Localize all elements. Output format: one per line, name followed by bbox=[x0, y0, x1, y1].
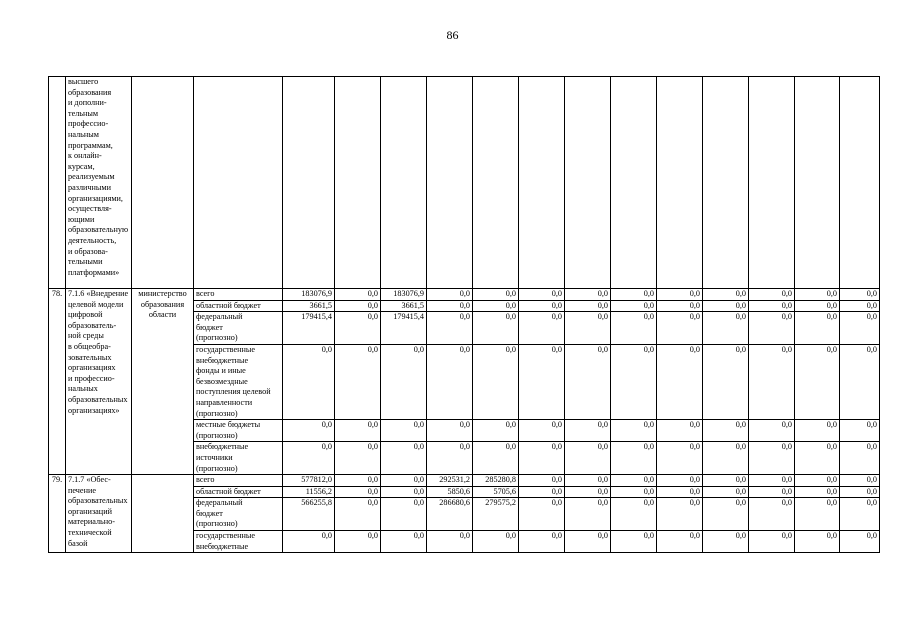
value-cell: 0,0 bbox=[611, 442, 657, 475]
funding-source-text-line: (прогнозно) bbox=[196, 408, 238, 418]
value-cell: 0,0 bbox=[335, 312, 381, 345]
measure-text-line: и образова- bbox=[68, 246, 108, 256]
empty-cell bbox=[132, 77, 194, 289]
value-cell: 0,0 bbox=[611, 498, 657, 531]
executor-text-line: министерство bbox=[138, 289, 187, 298]
value-cell: 0,0 bbox=[703, 475, 749, 487]
value-cell: 0,0 bbox=[703, 531, 749, 553]
measure-cell bbox=[66, 77, 132, 289]
value-cell: 0,0 bbox=[703, 442, 749, 475]
value-cell: 0,0 bbox=[335, 420, 381, 442]
value-cell: 0,0 bbox=[703, 420, 749, 442]
value-cell: 0,0 bbox=[657, 312, 703, 345]
measure-text-line: и профессио- bbox=[68, 373, 115, 383]
value-cell: 0,0 bbox=[749, 312, 795, 345]
value-cell: 0,0 bbox=[611, 420, 657, 442]
measure-text-line: профессио- bbox=[68, 119, 109, 129]
empty-cell bbox=[335, 77, 381, 289]
measure-text-line: организациях» bbox=[68, 405, 120, 415]
funding-source-cell bbox=[194, 344, 283, 419]
measure-text-line: технической bbox=[68, 528, 112, 538]
value-cell: 566255,8 bbox=[283, 498, 335, 531]
measure-cell bbox=[66, 289, 132, 475]
value-cell: 0,0 bbox=[703, 344, 749, 419]
funding-source-text-line: внебюджетные bbox=[196, 541, 249, 551]
value-cell: 0,0 bbox=[749, 300, 795, 312]
value-cell: 292531,2 bbox=[427, 475, 473, 487]
value-cell: 0,0 bbox=[611, 475, 657, 487]
value-cell: 0,0 bbox=[749, 289, 795, 301]
value-cell: 286680,6 bbox=[427, 498, 473, 531]
value-cell: 0,0 bbox=[335, 289, 381, 301]
measure-text-line: нальным bbox=[68, 129, 99, 139]
funding-source-cell bbox=[194, 420, 283, 442]
empty-cell bbox=[473, 77, 519, 289]
value-cell: 0,0 bbox=[427, 442, 473, 475]
measure-text-line: образовательную bbox=[68, 225, 129, 235]
value-cell: 0,0 bbox=[657, 344, 703, 419]
value-cell: 0,0 bbox=[657, 486, 703, 498]
value-cell: 0,0 bbox=[565, 344, 611, 419]
measure-text-line: 7.1.7 «Обес- bbox=[68, 475, 111, 485]
row-number-cell: 79. bbox=[49, 475, 66, 553]
value-cell: 0,0 bbox=[611, 289, 657, 301]
funding-source-cell bbox=[194, 475, 283, 487]
funding-source-text-line: (прогнозно) bbox=[196, 463, 238, 473]
value-cell: 0,0 bbox=[749, 420, 795, 442]
value-cell: 0,0 bbox=[657, 300, 703, 312]
measure-text-line: различными bbox=[68, 182, 111, 192]
value-cell: 0,0 bbox=[840, 420, 880, 442]
measure-text-line: платформами» bbox=[68, 267, 120, 277]
value-cell: 0,0 bbox=[749, 531, 795, 553]
value-cell: 0,0 bbox=[565, 312, 611, 345]
measure-text-line: и дополни- bbox=[68, 98, 107, 108]
value-cell: 0,0 bbox=[335, 344, 381, 419]
value-cell: 0,0 bbox=[473, 531, 519, 553]
value-cell: 0,0 bbox=[335, 475, 381, 487]
value-cell: 0,0 bbox=[795, 531, 840, 553]
value-cell: 0,0 bbox=[795, 420, 840, 442]
funding-source-text-line: областной бюджет bbox=[196, 486, 261, 496]
value-cell: 0,0 bbox=[840, 289, 880, 301]
value-cell: 5705,6 bbox=[473, 486, 519, 498]
value-cell: 0,0 bbox=[519, 475, 565, 487]
funding-source-text-line: фонды и иные bbox=[196, 366, 246, 376]
funding-source-text-line: федеральный bbox=[196, 312, 243, 322]
measure-text-line: целевой модели bbox=[68, 299, 124, 309]
funding-source-text-line: поступления целевой bbox=[196, 387, 271, 397]
value-cell: 0,0 bbox=[335, 531, 381, 553]
measure-text-line: ной среды bbox=[68, 331, 104, 341]
value-cell: 0,0 bbox=[381, 475, 427, 487]
value-cell: 0,0 bbox=[335, 300, 381, 312]
funding-source-text-line: федеральный bbox=[196, 498, 243, 508]
funding-source-text-line: (прогнозно) bbox=[196, 519, 238, 529]
funding-source-cell bbox=[194, 289, 283, 301]
value-cell: 0,0 bbox=[283, 420, 335, 442]
row-number-cell bbox=[49, 77, 66, 289]
value-cell: 577812,0 bbox=[283, 475, 335, 487]
value-cell: 0,0 bbox=[565, 531, 611, 553]
value-cell: 0,0 bbox=[283, 344, 335, 419]
value-cell: 0,0 bbox=[381, 442, 427, 475]
value-cell: 0,0 bbox=[795, 486, 840, 498]
value-cell: 0,0 bbox=[795, 442, 840, 475]
value-cell: 0,0 bbox=[473, 300, 519, 312]
budget-table bbox=[48, 76, 880, 553]
funding-source-cell bbox=[194, 442, 283, 475]
value-cell: 0,0 bbox=[611, 486, 657, 498]
value-cell: 0,0 bbox=[283, 531, 335, 553]
value-cell: 179415,4 bbox=[283, 312, 335, 345]
measure-text-line: реализуемым bbox=[68, 172, 115, 182]
value-cell: 0,0 bbox=[427, 531, 473, 553]
value-cell: 0,0 bbox=[335, 486, 381, 498]
value-cell: 0,0 bbox=[519, 498, 565, 531]
value-cell: 0,0 bbox=[795, 312, 840, 345]
value-cell: 0,0 bbox=[519, 420, 565, 442]
funding-source-text-line: безвозмездные bbox=[196, 376, 248, 386]
measure-text-line: цифровой bbox=[68, 310, 103, 320]
value-cell: 0,0 bbox=[749, 498, 795, 531]
funding-source-text-line: внебюджетные bbox=[196, 442, 249, 452]
measure-text-line: курсам, bbox=[68, 161, 95, 171]
funding-source-text-line: всего bbox=[196, 475, 215, 485]
funding-source-text-line: внебюджетные bbox=[196, 355, 249, 365]
value-cell: 0,0 bbox=[427, 312, 473, 345]
value-cell: 0,0 bbox=[519, 531, 565, 553]
value-cell: 0,0 bbox=[427, 300, 473, 312]
empty-cell bbox=[519, 77, 565, 289]
value-cell: 0,0 bbox=[565, 498, 611, 531]
value-cell: 0,0 bbox=[840, 442, 880, 475]
funding-source-cell bbox=[194, 531, 283, 553]
funding-source-cell bbox=[194, 312, 283, 345]
empty-cell bbox=[703, 77, 749, 289]
funding-source-text-line: (прогнозно) bbox=[196, 333, 238, 343]
measure-cell bbox=[66, 475, 132, 553]
funding-source-text-line: государственные bbox=[196, 531, 256, 541]
value-cell: 0,0 bbox=[749, 475, 795, 487]
measure-text-line: в общеобра- bbox=[68, 341, 111, 351]
empty-cell bbox=[427, 77, 473, 289]
value-cell: 0,0 bbox=[840, 312, 880, 345]
value-cell: 0,0 bbox=[381, 531, 427, 553]
measure-text-line: деятельность, bbox=[68, 235, 117, 245]
value-cell: 0,0 bbox=[611, 300, 657, 312]
measure-text-line: тельными bbox=[68, 257, 103, 267]
value-cell: 0,0 bbox=[335, 498, 381, 531]
value-cell: 0,0 bbox=[795, 300, 840, 312]
measure-text-line: нальных bbox=[68, 384, 98, 394]
page-number: 86 bbox=[446, 28, 459, 42]
value-cell: 0,0 bbox=[703, 486, 749, 498]
value-cell: 0,0 bbox=[473, 289, 519, 301]
measure-text-line: организациях bbox=[68, 363, 116, 373]
value-cell: 0,0 bbox=[657, 442, 703, 475]
value-cell: 0,0 bbox=[840, 531, 880, 553]
measure-text-line: осуществля- bbox=[68, 204, 112, 214]
value-cell: 0,0 bbox=[565, 475, 611, 487]
value-cell: 0,0 bbox=[749, 344, 795, 419]
value-cell: 0,0 bbox=[703, 289, 749, 301]
empty-cell bbox=[194, 77, 283, 289]
value-cell: 0,0 bbox=[657, 475, 703, 487]
table-row bbox=[49, 475, 880, 487]
row-number-cell: 78. bbox=[49, 289, 66, 475]
value-cell: 0,0 bbox=[703, 498, 749, 531]
measure-text-line: базой bbox=[68, 538, 88, 548]
value-cell: 0,0 bbox=[795, 289, 840, 301]
value-cell: 0,0 bbox=[519, 289, 565, 301]
value-cell: 0,0 bbox=[795, 498, 840, 531]
measure-text-line: образовательных bbox=[68, 394, 128, 404]
value-cell: 0,0 bbox=[657, 531, 703, 553]
value-cell: 0,0 bbox=[840, 300, 880, 312]
measure-text-line: ющими bbox=[68, 214, 95, 224]
measure-text-line: высшего bbox=[68, 77, 99, 86]
value-cell: 0,0 bbox=[795, 344, 840, 419]
measure-text-line: образовательных bbox=[68, 496, 128, 506]
empty-cell bbox=[283, 77, 335, 289]
value-cell: 0,0 bbox=[519, 442, 565, 475]
value-cell: 0,0 bbox=[565, 420, 611, 442]
measure-text-line: к онлайн- bbox=[68, 151, 102, 161]
value-cell: 0,0 bbox=[611, 531, 657, 553]
funding-source-text-line: бюджет bbox=[196, 508, 223, 518]
funding-source-text-line: государственные bbox=[196, 344, 256, 354]
value-cell: 0,0 bbox=[840, 475, 880, 487]
value-cell: 0,0 bbox=[565, 442, 611, 475]
value-cell: 0,0 bbox=[381, 420, 427, 442]
measure-text-line: печение bbox=[68, 485, 96, 495]
value-cell: 0,0 bbox=[840, 344, 880, 419]
funding-source-text-line: источники bbox=[196, 452, 233, 462]
value-cell: 0,0 bbox=[611, 312, 657, 345]
value-cell: 0,0 bbox=[381, 498, 427, 531]
measure-text-line: тельным bbox=[68, 108, 99, 118]
funding-source-text-line: областной бюджет bbox=[196, 300, 261, 310]
funding-source-text-line: (прогнозно) bbox=[196, 430, 238, 440]
value-cell: 0,0 bbox=[381, 486, 427, 498]
value-cell: 0,0 bbox=[473, 344, 519, 419]
value-cell: 285280,8 bbox=[473, 475, 519, 487]
measure-text-line: зовательных bbox=[68, 352, 112, 362]
value-cell: 183076,9 bbox=[381, 289, 427, 301]
value-cell: 0,0 bbox=[795, 475, 840, 487]
executor-cell bbox=[132, 289, 194, 475]
measure-text-line: организаций bbox=[68, 506, 112, 516]
value-cell: 279575,2 bbox=[473, 498, 519, 531]
value-cell: 0,0 bbox=[519, 312, 565, 345]
empty-cell bbox=[749, 77, 795, 289]
funding-source-cell bbox=[194, 486, 283, 498]
continuation-row bbox=[49, 77, 880, 289]
measure-text-line: 7.1.6 «Внедрение bbox=[68, 289, 129, 298]
value-cell: 0,0 bbox=[427, 420, 473, 442]
empty-cell bbox=[611, 77, 657, 289]
executor-cell bbox=[132, 475, 194, 553]
value-cell: 0,0 bbox=[473, 312, 519, 345]
value-cell: 0,0 bbox=[657, 498, 703, 531]
value-cell: 0,0 bbox=[749, 442, 795, 475]
table-row bbox=[49, 289, 880, 301]
value-cell: 11556,2 bbox=[283, 486, 335, 498]
funding-source-cell bbox=[194, 498, 283, 531]
value-cell: 0,0 bbox=[840, 498, 880, 531]
empty-cell bbox=[795, 77, 840, 289]
measure-text-line: материально- bbox=[68, 517, 115, 527]
value-cell: 0,0 bbox=[427, 289, 473, 301]
empty-cell bbox=[565, 77, 611, 289]
empty-cell bbox=[657, 77, 703, 289]
measure-text-line: образования bbox=[68, 87, 112, 97]
empty-cell bbox=[381, 77, 427, 289]
value-cell: 0,0 bbox=[703, 312, 749, 345]
value-cell: 0,0 bbox=[657, 420, 703, 442]
value-cell: 0,0 bbox=[519, 486, 565, 498]
value-cell: 0,0 bbox=[381, 344, 427, 419]
table-body bbox=[49, 77, 880, 553]
measure-text-line: программам, bbox=[68, 140, 113, 150]
measure-text-line: организациями, bbox=[68, 193, 123, 203]
value-cell: 0,0 bbox=[335, 442, 381, 475]
value-cell: 179415,4 bbox=[381, 312, 427, 345]
value-cell: 0,0 bbox=[565, 486, 611, 498]
funding-source-cell bbox=[194, 300, 283, 312]
measure-text-line: образователь- bbox=[68, 320, 117, 330]
value-cell: 183076,9 bbox=[283, 289, 335, 301]
value-cell: 0,0 bbox=[519, 300, 565, 312]
funding-source-text-line: бюджет bbox=[196, 322, 223, 332]
funding-source-text-line: местные бюджеты bbox=[196, 420, 261, 430]
executor-text-line: области bbox=[148, 310, 177, 320]
value-cell: 0,0 bbox=[840, 486, 880, 498]
value-cell: 0,0 bbox=[283, 442, 335, 475]
value-cell: 0,0 bbox=[473, 420, 519, 442]
funding-source-text-line: всего bbox=[196, 289, 215, 298]
value-cell: 0,0 bbox=[427, 344, 473, 419]
value-cell: 3661,5 bbox=[283, 300, 335, 312]
empty-cell bbox=[840, 77, 880, 289]
value-cell: 3661,5 bbox=[381, 300, 427, 312]
value-cell: 0,0 bbox=[565, 300, 611, 312]
value-cell: 0,0 bbox=[703, 300, 749, 312]
executor-text-line: образования bbox=[140, 299, 185, 309]
value-cell: 0,0 bbox=[565, 289, 611, 301]
value-cell: 5850,6 bbox=[427, 486, 473, 498]
value-cell: 0,0 bbox=[749, 486, 795, 498]
value-cell: 0,0 bbox=[657, 289, 703, 301]
value-cell: 0,0 bbox=[611, 344, 657, 419]
value-cell: 0,0 bbox=[519, 344, 565, 419]
value-cell: 0,0 bbox=[473, 442, 519, 475]
funding-source-text-line: направленности bbox=[196, 397, 253, 407]
